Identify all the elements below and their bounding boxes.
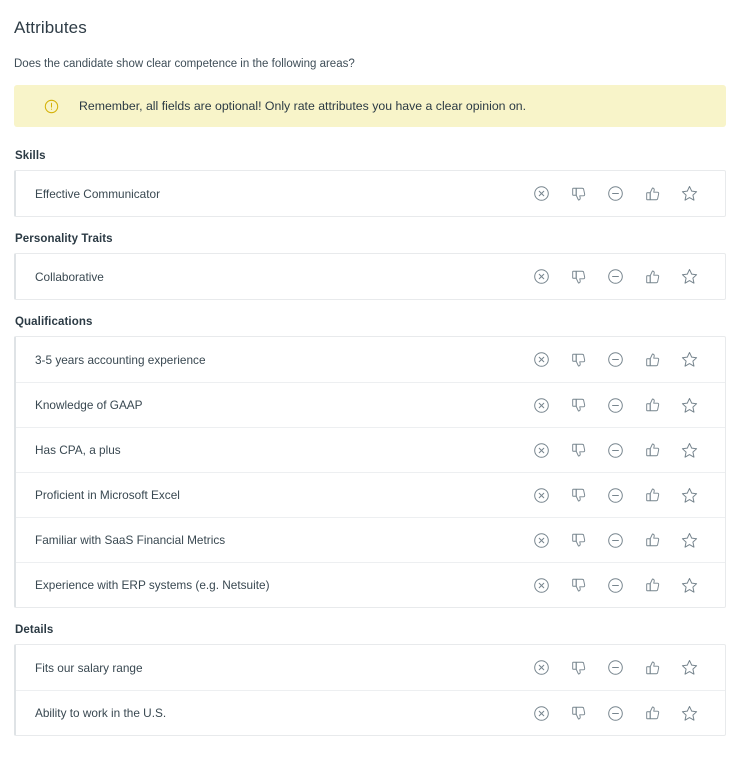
rating-scale [523, 262, 725, 292]
star-icon [680, 576, 699, 595]
attribute-label: Experience with ERP systems (e.g. Netsuite) [35, 578, 270, 592]
thumbs-down-icon [570, 396, 588, 414]
rating-scale [523, 570, 725, 600]
rating-neutral-button[interactable] [597, 262, 634, 292]
section-label: Details [15, 624, 54, 636]
attribute-section-qualifications [14, 315, 726, 608]
rating-thumbs-down-button[interactable] [560, 435, 597, 465]
rating-neutral-button[interactable] [597, 345, 634, 375]
rating-scale [523, 698, 725, 728]
attribute-section-details [14, 623, 726, 736]
star-icon [680, 531, 699, 550]
table-row[interactable] [16, 382, 725, 427]
rating-star-button[interactable] [671, 698, 708, 728]
attribute-label: Knowledge of GAAP [35, 398, 143, 412]
thumbs-up-icon [644, 441, 662, 459]
thumbs-up-icon [644, 486, 662, 504]
star-icon [680, 658, 699, 677]
x-circle-icon [533, 397, 550, 414]
section-label: Personality Traits [15, 233, 113, 245]
rating-no-opinion-button[interactable] [523, 480, 560, 510]
rating-scale [523, 653, 725, 683]
thumbs-down-icon [570, 659, 588, 677]
star-icon [680, 267, 699, 286]
x-circle-icon [533, 577, 550, 594]
rating-neutral-button[interactable] [597, 435, 634, 465]
rating-no-opinion-button[interactable] [523, 179, 560, 209]
attribute-label: Fits our salary range [35, 660, 143, 675]
thumbs-up-icon [644, 396, 662, 414]
x-circle-icon [533, 532, 550, 549]
table-row[interactable] [16, 254, 725, 299]
star-icon [680, 486, 699, 505]
rating-star-button[interactable] [671, 179, 708, 209]
rating-star-button[interactable] [671, 435, 708, 465]
star-icon [680, 350, 699, 369]
rating-thumbs-up-button[interactable] [634, 480, 671, 510]
rating-thumbs-up-button[interactable] [634, 345, 671, 375]
attribute-label: Proficient in Microsoft Excel [35, 488, 180, 502]
minus-circle-icon [607, 705, 624, 722]
minus-circle-icon [607, 487, 624, 504]
rating-thumbs-down-button[interactable] [560, 570, 597, 600]
rating-no-opinion-button[interactable] [523, 345, 560, 375]
rating-star-button[interactable] [671, 653, 708, 683]
x-circle-icon [533, 351, 550, 368]
attribute-label: 3-5 years accounting experience [35, 352, 206, 367]
minus-circle-icon [607, 577, 624, 594]
rating-star-button[interactable] [671, 525, 708, 555]
rating-scale [523, 435, 725, 465]
rating-star-button[interactable] [671, 262, 708, 292]
rating-no-opinion-button[interactable] [523, 653, 560, 683]
star-icon [680, 441, 699, 460]
rating-neutral-button[interactable] [597, 179, 634, 209]
rating-no-opinion-button[interactable] [523, 570, 560, 600]
rating-thumbs-down-button[interactable] [560, 653, 597, 683]
table-row[interactable] [16, 690, 725, 735]
thumbs-down-icon [570, 704, 588, 722]
table-row[interactable] [16, 562, 725, 607]
minus-circle-icon [607, 185, 624, 202]
rating-scale [523, 480, 725, 510]
callout-text: Remember, all fields are optional! Only rate attributes you have a clear opinion on. [79, 98, 527, 113]
rating-thumbs-up-button[interactable] [634, 262, 671, 292]
rating-thumbs-up-button[interactable] [634, 698, 671, 728]
page-subtitle: Does the candidate show clear competence in the following areas? [14, 58, 355, 70]
rating-star-button[interactable] [671, 345, 708, 375]
rating-neutral-button[interactable] [597, 698, 634, 728]
attribute-label: Familiar with SaaS Financial Metrics [35, 533, 226, 547]
thumbs-up-icon [644, 268, 662, 286]
thumbs-up-icon [644, 704, 662, 722]
star-icon [680, 396, 699, 415]
rating-thumbs-up-button[interactable] [634, 570, 671, 600]
attribute-label: Effective Communicator [35, 186, 161, 201]
rating-no-opinion-button[interactable] [523, 698, 560, 728]
rating-thumbs-down-button[interactable] [560, 698, 597, 728]
rating-star-button[interactable] [671, 480, 708, 510]
thumbs-down-icon [570, 441, 588, 459]
thumbs-up-icon [644, 576, 662, 594]
rating-no-opinion-button[interactable] [523, 435, 560, 465]
thumbs-up-icon [644, 531, 662, 549]
rating-neutral-button[interactable] [597, 653, 634, 683]
minus-circle-icon [607, 532, 624, 549]
minus-circle-icon [607, 442, 624, 459]
rating-thumbs-down-button[interactable] [560, 345, 597, 375]
rating-scale [523, 179, 725, 209]
attribute-group [14, 170, 726, 217]
thumbs-up-icon [644, 185, 662, 203]
attribute-section-skills [14, 149, 726, 217]
minus-circle-icon [607, 397, 624, 414]
rating-thumbs-up-button[interactable] [634, 435, 671, 465]
attribute-group [14, 253, 726, 300]
optional-fields-callout [14, 85, 726, 127]
exclamation-circle-icon [44, 99, 59, 114]
section-label: Skills [15, 150, 46, 162]
page-title: Attributes [14, 18, 87, 37]
x-circle-icon [533, 487, 550, 504]
table-row[interactable] [16, 427, 725, 472]
rating-neutral-button[interactable] [597, 525, 634, 555]
attribute-label: Ability to work in the U.S. [35, 706, 167, 720]
star-icon [680, 184, 699, 203]
attribute-label: Has CPA, a plus [35, 443, 121, 457]
rating-thumbs-up-button[interactable] [634, 179, 671, 209]
rating-neutral-button[interactable] [597, 390, 634, 420]
rating-thumbs-up-button[interactable] [634, 525, 671, 555]
table-row[interactable] [16, 472, 725, 517]
thumbs-up-icon [644, 351, 662, 369]
rating-thumbs-down-button[interactable] [560, 262, 597, 292]
table-row[interactable] [16, 171, 725, 216]
rating-neutral-button[interactable] [597, 480, 634, 510]
rating-scale [523, 390, 725, 420]
rating-no-opinion-button[interactable] [523, 390, 560, 420]
rating-thumbs-up-button[interactable] [634, 390, 671, 420]
rating-no-opinion-button[interactable] [523, 525, 560, 555]
table-row[interactable] [16, 517, 725, 562]
thumbs-down-icon [570, 185, 588, 203]
x-circle-icon [533, 659, 550, 676]
table-row[interactable] [16, 337, 725, 382]
rating-scale [523, 525, 725, 555]
table-row[interactable] [16, 645, 725, 690]
x-circle-icon [533, 268, 550, 285]
thumbs-down-icon [570, 486, 588, 504]
minus-circle-icon [607, 659, 624, 676]
attribute-group [14, 336, 726, 608]
x-circle-icon [533, 185, 550, 202]
rating-no-opinion-button[interactable] [523, 262, 560, 292]
rating-thumbs-down-button[interactable] [560, 390, 597, 420]
attribute-group [14, 644, 726, 736]
attribute-label: Collaborative [35, 269, 104, 284]
thumbs-down-icon [570, 576, 588, 594]
minus-circle-icon [607, 268, 624, 285]
x-circle-icon [533, 442, 550, 459]
rating-star-button[interactable] [671, 570, 708, 600]
attribute-section-personality-traits [14, 232, 726, 300]
x-circle-icon [533, 705, 550, 722]
rating-thumbs-down-button[interactable] [560, 525, 597, 555]
rating-thumbs-down-button[interactable] [560, 480, 597, 510]
rating-thumbs-down-button[interactable] [560, 179, 597, 209]
attribute-sections [14, 149, 726, 736]
minus-circle-icon [607, 351, 624, 368]
star-icon [680, 704, 699, 723]
thumbs-up-icon [644, 659, 662, 677]
rating-star-button[interactable] [671, 390, 708, 420]
rating-neutral-button[interactable] [597, 570, 634, 600]
section-label: Qualifications [15, 316, 93, 328]
thumbs-down-icon [570, 531, 588, 549]
thumbs-down-icon [570, 351, 588, 369]
thumbs-down-icon [570, 268, 588, 286]
rating-scale [523, 345, 725, 375]
rating-thumbs-up-button[interactable] [634, 653, 671, 683]
